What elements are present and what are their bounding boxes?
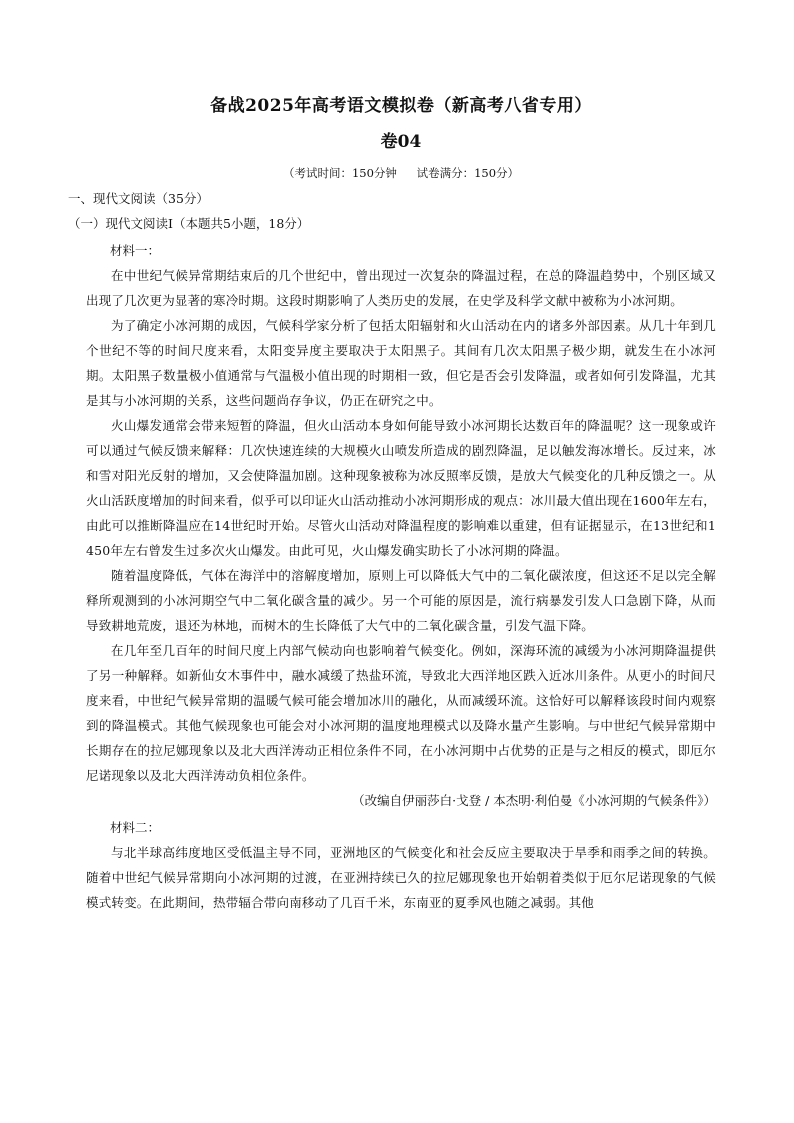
material-one-paragraph: 随着温度降低，气体在海洋中的溶解度增加，原则上可以降低大气中的二氧化碳浓度，但这还不足以完全解释所观测到的小冰河期空气中二氧化碳含量的减少。另一个可能的原因是，流行病暴发引发人口急剧下降，从而导致耕地荒废，退还为林地，而树木的生长降低了大气中的二氧化碳含量，引发气温下降。 [86,568,716,633]
material-one-label: 材料一： [110,243,161,258]
material-one-paragraph: 在中世纪气候异常期结束后的几个世纪中，曾出现过一次复杂的降温过程，在总的降温趋势中，个别区域又出现了几次更为显著的寒冷时期。这段时期影响了人类历史的发展，在史学及科学文献中被称为小冰河期。 [86,268,716,308]
exam-title: 备战2025年高考语文模拟卷（新高考八省专用） [210,96,592,116]
material-two-paragraph: 与北半球高纬度地区受低温主导不同，亚洲地区的气候变化和社会反应主要取决于旱季和雨季之间的转换。随着中世纪气候异常期向小冰河期的过渡，在亚洲持续已久的拉尼娜现象也开始朝着类似于厄尔尼诺现象的气候模式转变。在此期间，热带辐合带向南移动了几百千米，东南亚的夏季风也随之减弱。其他 [86,845,716,910]
material-one-paragraph: 为了确定小冰河期的成因，气候科学家分析了包括太阳辐射和火山活动在内的诸多外部因素。从几十年到几个世纪不等的时间尺度来看，太阳变异度主要取决于太阳黑子。其间有几次太阳黑子极少期，就发生在小冰河期。太阳黑子数量极小值通常与气温极小值出现的时期相一致，但它是否会引发降温，或者如何引发降温，尤其是其与小冰河期的关系，这些问题尚存争议，仍正在研究之中。 [86,318,716,408]
exam-page [68,92,716,915]
exam-subtitle: 卷04 [380,132,422,152]
exam-time: （考试时间：150分钟 [282,166,397,180]
subsection-title: （一）现代文阅读Ⅰ（本题共5小题，18分） [68,216,310,231]
exam-meta [86,164,716,182]
full-score: 试卷满分：150分） [416,166,520,180]
material-one-paragraph: 在几年至几百年的时间尺度上内部气候动向也影响着气候变化。例如，深海环流的减缓为小冰河期降温提供了另一种解释。如新仙女木事件中，融水减缓了热盐环流，导致北大西洋地区跌入近冰川条件。从更小的时间尺度来看，中世纪气候异常期的温暖气候可能会增加冰川的融化，从而减缓环流。这恰好可以解释该段时间内观察到的降温模式。其他气候现象也可能会对小冰河期的温度地理模式以及降水量产生影响。与中世纪气候异常期中长期存在的拉尼娜现象以及北大西洋涛动正相位条件不同，在小冰河期中占优势的正是与之相反的模式，即厄尔尼诺现象以及北大西洋涛动负相位条件。 [86,643,716,783]
material-two-label: 材料二： [110,820,161,835]
section-title: 一、现代文阅读（35分） [68,191,209,206]
material-one-paragraph: 火山爆发通常会带来短暂的降温，但火山活动本身如何能导致小冰河期长达数百年的降温呢？这一现象或许可以通过气候反馈来解释：几次快速连续的大规模火山喷发所造成的剧烈降温，足以触发海冰增长。反过来，冰和雪对阳光反射的增加，又会使降温加剧。这种现象被称为冰反照率反馈，是放大气候变化的几种反馈之一。从火山活跃度增加的时间来看，似乎可以印证火山活动推动小冰河期形成的观点：冰川最大值出现在1600年左右，由此可以推断降温应在14世纪时开始。尽管火山活动对降温程度的影响难以重建，但有证据显示，在13世纪和1450年左右曾发生过多次火山爆发。由此可见，火山爆发确实助长了小冰河期的降温。 [86,418,716,558]
material-one-source: （改编自伊丽莎白·戈登 / 本杰明·利伯曼《小冰河期的气候条件》） [352,793,716,808]
